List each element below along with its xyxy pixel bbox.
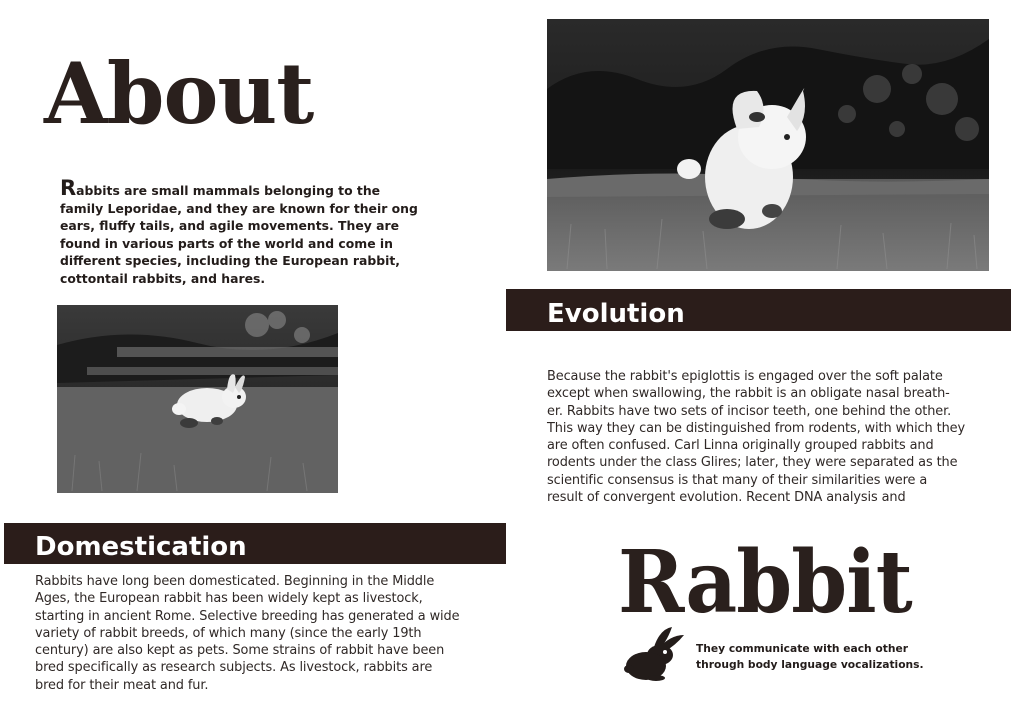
evolution-heading: Evolution <box>547 299 685 329</box>
intro-paragraph <box>60 176 420 287</box>
evolution-paragraph: Because the rabbit's epiglottis is engaged over the soft palate except when swallowing, the rabbit is an obligate nasal breath- er. Rabbits have two sets of incisor teeth, one behind the other. This way they can be distinguished from rodents, with which they are often confused. Carl Linna originally grouped rabbits and rodents under the class Glires; later, they were separated as the scientific consensus is that many of their similarities were a result of convergent evolution. Recent DNA analysis and <box>547 369 965 506</box>
evolution-heading-bar <box>506 289 1011 331</box>
intro-dropcap: R <box>60 176 77 200</box>
about-title: About <box>44 44 314 143</box>
domestication-heading: Domestication <box>35 532 247 562</box>
intro-text: abbits are small mammals belonging to the family Leporidae, and they are known for their ong ears, fluffy tails, and agile movements. They are found in various parts of the world and come in different species, including the European rabbit, cottontail rabbits, and hares. <box>60 183 418 286</box>
domestication-paragraph: Rabbits have long been domesticated. Beginning in the Middle Ages, the European rabbit has been widely kept as livestock, starting in ancient Rome. Selective breeding has generated a wide variety of rabbit breeds, of which many (since the early 19th century) are also kept as pets. Some strains of rabbit have been bred specifically as research subjects. As livestock, rabbits are bred for their meat and fur. <box>35 574 460 693</box>
photo-rabbit-jumping <box>547 19 989 271</box>
photo-rabbit-running <box>57 305 338 493</box>
rabbit-silhouette-icon <box>624 625 692 681</box>
domestication-heading-bar <box>4 523 506 564</box>
rabbit-caption: They communicate with each other through body language vocalizations. <box>696 642 924 671</box>
rabbit-title: Rabbit <box>618 532 912 633</box>
